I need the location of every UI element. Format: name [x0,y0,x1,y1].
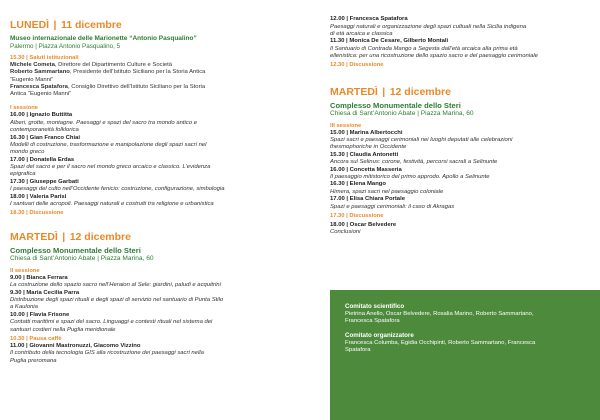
talk-speaker: 10.00 | Flavia Frisone [10,311,70,318]
talk-item [330,130,592,152]
talk-item [330,152,592,167]
talk-title: I santuari delle acropoli. Paesaggi naturali e costruiti tra religione e urbanistica [10,201,214,208]
talk-title: santuari costieri nella Puglia meridionale [10,326,116,333]
greetings-label: 15.30 | Saluti istituzionali [10,55,79,61]
scientific-committee-label: Comitato scientifico [345,303,405,310]
talk-speaker: 18.00 | Valeria Parisi [10,193,67,200]
talk-title: I paesaggi del culto nell’Occidente fenicio: costruzione, configurazione, simbologia [10,186,225,193]
talk-speaker: 16.30 | Gian Franco Chiai [10,134,81,141]
talk-title: epigrafica [10,171,36,178]
coffee-break: 10.30 | Pausa caffè [10,335,62,342]
talk-speaker: 16.00 | Concetta Masseria [330,166,402,173]
organizing-committee-line: Francesca Columba, Egidia Occhipinti, Roberto Sammartano, Francesca [345,339,536,346]
tuesday-morning-heading: MARTEDÌ | 12 dicembre [10,231,131,244]
talk-item [10,179,298,194]
greeting-line: “Eugenio Manni” [10,76,54,83]
conclusions-speaker: 18.00 | Oscar Belvedere [330,221,397,228]
session-1-label: I sessione [10,105,39,112]
monday-venue-address: Palermo | Piazza Antonio Pasqualino, 5 [10,43,121,50]
talk-item [330,16,592,38]
organizing-committee-line: Spatafora [345,346,371,353]
greeting-line: Roberto Sammartano, Presidente dell’Istituto Siciliano per la Storia Antica [10,69,206,76]
talk-title: La costruzione dello spazio sacro nell’Heraion al Sele: giardini, paludi e acquitrini [10,282,221,289]
talk-speaker: 11.00 | Giovanni Mastronuzzi, Giacomo Vizzino [10,342,141,349]
greeting-line: Antica “Eugenio Manni” [10,91,72,98]
talk-title: Ancora sul Selinus: corone, festività, percorsi sacrali a Selinunte [330,159,498,166]
talk-speaker: 12.00 | Francesca Spatafora [330,16,408,22]
right-column [330,16,592,237]
talk-speaker: 17.30 | Giuseppe Garbati [10,178,79,185]
talk-title: Contatti marittimi e spazi del sacro. Linguaggi e contesti rituali nel sistema dei [10,319,213,326]
talk-title: a Kaulonia [10,304,38,311]
talk-title: thesmophoriche in Occidente [330,144,407,151]
talk-speaker: 16.30 | Elena Mango [330,181,386,188]
committees-box [330,290,600,420]
tuesday-afternoon-discussion: 17.30 | Discussione [330,212,384,219]
talk-title: mondo greco [10,149,45,156]
greeting-line: Francesca Spatafora, Consiglio Direttivo dell’Istituto Siciliano per la Storia [10,83,206,90]
greetings-list [10,62,298,98]
talk-speaker: 15.30 | Claudia Antonetti [330,151,399,158]
talk-title: Spazi del sacro e per il sacro nel mondo greco arcaico e classico. L’evidenza [10,164,211,171]
left-column [10,15,298,365]
monday-venue-name: Museo internazionale delle Marionette “Antonio Pasqualino” [10,35,197,42]
session-3-label: III sessione [330,122,362,129]
conclusions-label: Conclusioni [330,229,361,236]
talk-speaker: 17.00 | Elisa Chiara Portale [330,196,405,203]
talk-title: Paesaggi naturali e organizzazione degli spazi cultuali nella Sicilia indigena [330,23,527,30]
talk-speaker: 11.30 | Monica De Cesare, Gilberto Montali [330,38,449,45]
organizing-committee-label: Comitato organizzatore [345,331,414,339]
talk-speaker: 9.00 | Bianca Ferrara [10,274,68,281]
greeting-line: Michele Cometa, Direttore del Dipartimento Culture e Società [10,62,173,68]
talk-item [10,194,298,209]
conclusions-item [330,222,592,237]
talk-title: di età arcaica e classica [330,30,393,37]
talk-title: ellenistica: per una ricostruzione dello spazio sacro e del paesaggio cerimoniale [330,52,538,59]
talk-item [10,112,298,134]
talk-title: Il Santuario di Contrada Mango a Segesta dall’età arcaica alla prima età [330,45,518,52]
talk-item [10,157,298,179]
talk-speaker: 17.00 | Donatella Erdas [10,156,75,163]
talk-title: Il contributo della tecnologia GIS alla ricostruzione dei paesaggi sacri nella [10,350,204,357]
tuesday-afternoon-venue-name: Complesso Monumentale dello Steri [330,101,461,111]
tuesday-morning-venue-address: Chiesa di Sant’Antonio Abate | Piazza Marina, 60 [10,255,154,263]
talk-title: Himera, spazi sacri nel paesaggio coloniale [330,188,444,195]
talk-speaker: 15.00 | Marina Albertocchi [330,129,403,136]
talk-item [10,135,298,157]
talk-item [10,312,298,334]
talk-item [330,181,592,196]
talk-item [330,167,592,182]
monday-discussion: 18.30 | Discussione [10,210,64,217]
talk-item [10,290,298,312]
tuesday-afternoon-heading: MARTEDÌ | 12 dicembre [330,86,451,99]
tuesday-morning-discussion: 12.30 | Discussione [330,62,384,69]
talk-title: Distribuzione degli spazi rituali e degli spazi di servizio nel santuario di Punta Stilo [10,297,224,304]
monday-heading: LUNEDÌ | 11 dicembre [10,19,122,31]
talk-title: Puglia preromana [10,357,57,364]
scientific-committee-line: Francesca Spatafora [345,318,400,325]
talk-item [10,343,298,365]
talk-speaker: 16.00 | Ignazio Buttitta [10,112,73,119]
talk-title: contemporaneità folklorica [10,127,79,134]
talk-title: Spazi sacri e paesaggi cerimoniali nei luoghi deputati alle celebrazioni [330,137,513,144]
talk-title: Il paesaggio mitistorico del primo approdo. Apollo a Selinunte [330,174,490,181]
talk-item [330,38,592,60]
talk-title: Spazi e paesaggi cerimoniali: il caso di Akragas [330,203,455,210]
talk-speaker: 9.30 | Maria Cecilia Parra [10,289,80,296]
scientific-committee-line: Pietrina Anello, Oscar Belvedere, Rosalia Marino, Roberto Sammartano, [345,311,534,317]
tuesday-afternoon-venue-address: Chiesa di Sant’Antonio Abate | Piazza Marina, 60 [330,110,474,118]
session-2-label: II sessione [10,267,40,274]
tuesday-morning-venue-name: Complesso Monumentale dello Steri [10,246,141,256]
talk-title: Modelli di costruzione, trasformazione e manipolazione degli spazi sacri nel [10,142,207,149]
talk-item [330,196,592,211]
talk-item [10,275,298,290]
talk-title: Alberi, grotte, montagne. Paesaggi e spazi del sacro tra mondo antico e [10,119,197,126]
